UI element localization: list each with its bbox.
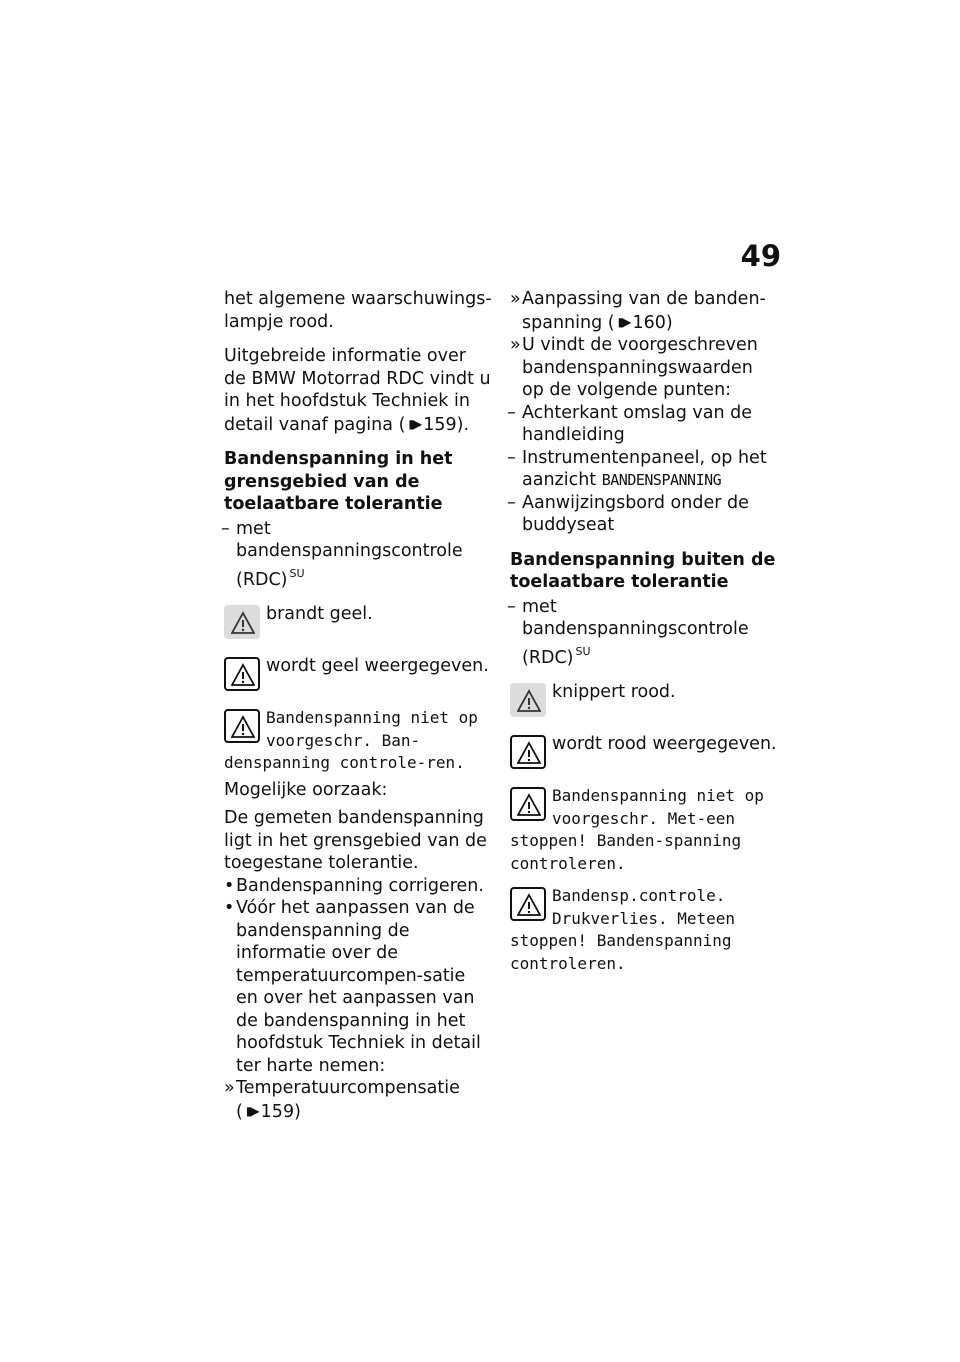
- warning-triangle-icon: [510, 887, 546, 921]
- page-reference-arrow-icon: ▮▶: [617, 314, 630, 329]
- intro-text: het algemene waarschuwings-lampje rood.: [224, 289, 492, 332]
- rdc-list-item: – met bandenspanningscontrole (RDC) $^{SU}$: [510, 596, 778, 670]
- page-ref[interactable]: ( ▮▶ 159).: [398, 414, 470, 435]
- bullet-item: • Bandenspanning corrigeren.: [224, 875, 492, 898]
- bullet-item: • Vóór het aanpassen van de bandenspanning de informatie over de temperatuurcompen-satie en over het aanpassen van de bandenspanning in het hoofdstuk Techniek in detail ter harte nemen:: [224, 897, 492, 1077]
- warning-triangle-icon: [510, 683, 546, 717]
- warning-triangle-icon: [224, 657, 260, 691]
- warning-display-message: Bandensp.controle. Drukverlies. Meteen stoppen! Bandenspanning controleren.: [510, 886, 736, 973]
- right-column: [510, 288, 778, 985]
- warning-triangle-icon: [224, 605, 260, 639]
- warning-display-message: Bandenspanning niet op voorgeschr. Ban-denspanning controle-ren.: [224, 708, 478, 772]
- left-column: [224, 288, 492, 1123]
- page-number: 49: [740, 239, 781, 273]
- link-aanpassing-bandenspanning[interactable]: » Aanpassing van de banden-spanning ( ▮▶ 160): [510, 288, 778, 334]
- dash-item: – Achterkant omslag van de handleiding: [510, 402, 778, 447]
- section-heading-grensgebied: Bandenspanning in het grensgebied van de toelaatbare tolerantie: [224, 449, 453, 514]
- warning-triangle-icon: [510, 735, 546, 769]
- page-reference-arrow-icon: ▮▶: [408, 416, 421, 431]
- link-voorgeschreven-waarden[interactable]: » U vindt de voorgeschreven bandenspanningswaarden op de volgende punten:: [510, 334, 778, 402]
- dash-item: – Instrumentenpaneel, op het aanzicht BANDENSPANNING: [510, 447, 778, 492]
- warning-geel-weergegeven: wordt geel weergegeven.: [224, 655, 492, 697]
- warning-triangle-icon: [224, 709, 260, 743]
- section-heading-buiten-tolerantie: Bandenspanning buiten de toelaatbare tolerantie: [510, 549, 776, 592]
- warning-display-message: Bandenspanning niet op voorgeschr. Met-een stoppen! Banden-spanning controleren.: [510, 786, 764, 873]
- info-text: Uitgebreide informatie over de BMW Motorrad RDC vindt u in het hoofdstuk Techniek in detail vanaf pagina ( ▮▶ 159).: [224, 346, 491, 435]
- warning-geel-brandt: brandt geel.: [224, 603, 492, 645]
- dash-item: – Aanwijzingsbord onder de buddyseat: [510, 492, 778, 537]
- warning-triangle-icon: [510, 787, 546, 821]
- warning-rood-weergegeven: wordt rood weergegeven.: [510, 733, 778, 775]
- warning-rood-knippert: knippert rood.: [510, 681, 778, 723]
- cause-label: Mogelijke oorzaak:: [224, 779, 388, 800]
- cause-text: De gemeten bandenspanning ligt in het grensgebied van de toegestane tolerantie.: [224, 808, 487, 873]
- rdc-list-item: – met bandenspanningscontrole (RDC) $^{SU}$: [224, 518, 492, 592]
- page-reference-arrow-icon: ▮▶: [245, 1103, 258, 1118]
- page-ref[interactable]: ( ▮▶ 159): [236, 1101, 301, 1122]
- link-temperatuurcompensatie[interactable]: » Temperatuurcompensatie ( ▮▶ 159): [224, 1077, 492, 1123]
- page-ref[interactable]: ( ▮▶ 160): [607, 312, 673, 333]
